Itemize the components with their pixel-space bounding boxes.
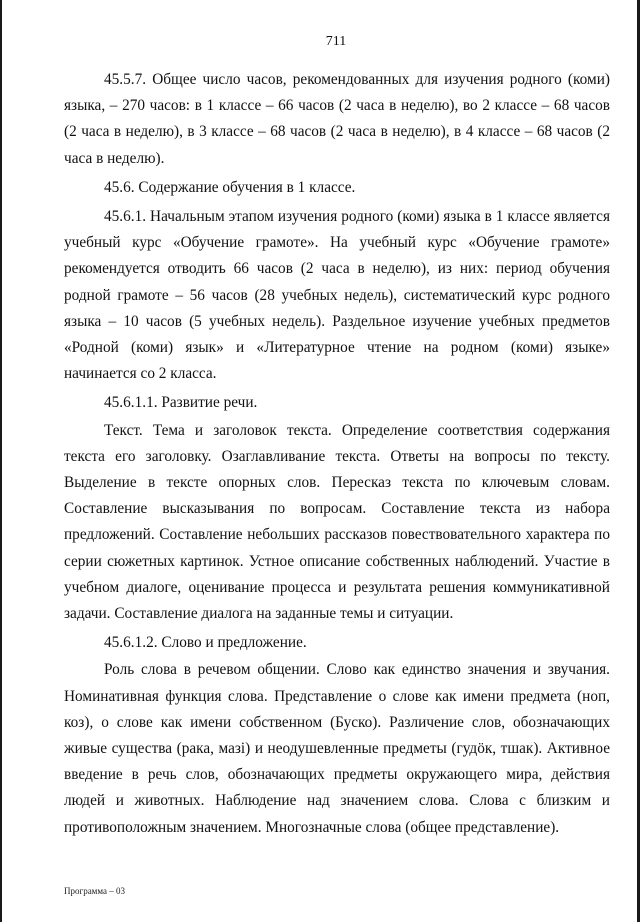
page-number: 711 bbox=[325, 34, 347, 49]
paragraph-word-role: Роль слова в речевом общении. Слово как единство значения и звучания. Номинативная функция слова. Представление о слове как имени предмета (ноп, коз), о слове как имени собственном (Буско). Различение слов, обозначающих живые существа (рака, мазі) и неодушевленные предметы (гудӧк, тшак). Активное введение в речь слов, обозначающих предметы окружающего мира, действия людей и животных. Наблюдение над значением слова. Слова с близким и противоположным значением. Многозначные слова (общее представление). bbox=[64, 661, 610, 836]
paragraph-hours-total: 45.5.7. Общее число часов, рекомендованных для изучения родного (коми) языка, – 270 часов: в 1 классе – 66 часов (2 часа в неделю), во 2 классе – 68 часов (2 часа в неделю), в 3 классе – 68 часов (2 часа в неделю), в 4 классе – 68 часов (2 часа в неделю). bbox=[64, 71, 610, 167]
paragraph-literacy-course: 45.6.1. Начальным этапом изучения родного (коми) языка в 1 классе является учебный курс «Обучение грамоте». На учебный курс «Обучение грамоте» рекомендуется отводить 66 часов (2 часа в неделю), из них: период обучения родной грамоте – 56 часов (28 учебных недель), систематический курс родного языка – 10 часов (5 учебных недель). Раздельное изучение учебных предметов «Родной (коми) язык» и «Литературное чтение на родном (коми) языке» начинается со 2 класса. bbox=[64, 208, 610, 383]
paragraph-text-topics: Текст. Тема и заголовок текста. Определение соответствия содержания текста его заголовку. Озаглавливание текста. Ответы на вопросы по тексту. Выделение в тексте опорных слов. Пересказ текста по ключевым словам. Составление высказывания по вопросам. Составление текста из набора предложений. Составление небольших рассказов повествовательного характера по серии сюжетных картинок. Устное описание собственных наблюдений. Участие в учебном диалоге, оценивание процесса и результата решения коммуникативной задачи. Составление диалога на заданные темы и ситуации. bbox=[64, 421, 610, 623]
section-heading-speech-development: 45.6.1.1. Развитие речи. bbox=[104, 394, 258, 412]
section-heading-word-and-sentence: 45.6.1.2. Слово и предложение. bbox=[104, 634, 307, 652]
section-heading-content-grade-1: 45.6. Содержание обучения в 1 классе. bbox=[104, 178, 356, 196]
page-footer: Программа – 03 bbox=[64, 886, 126, 896]
document-body bbox=[64, 67, 610, 841]
scan-edge-left bbox=[0, 0, 2, 922]
